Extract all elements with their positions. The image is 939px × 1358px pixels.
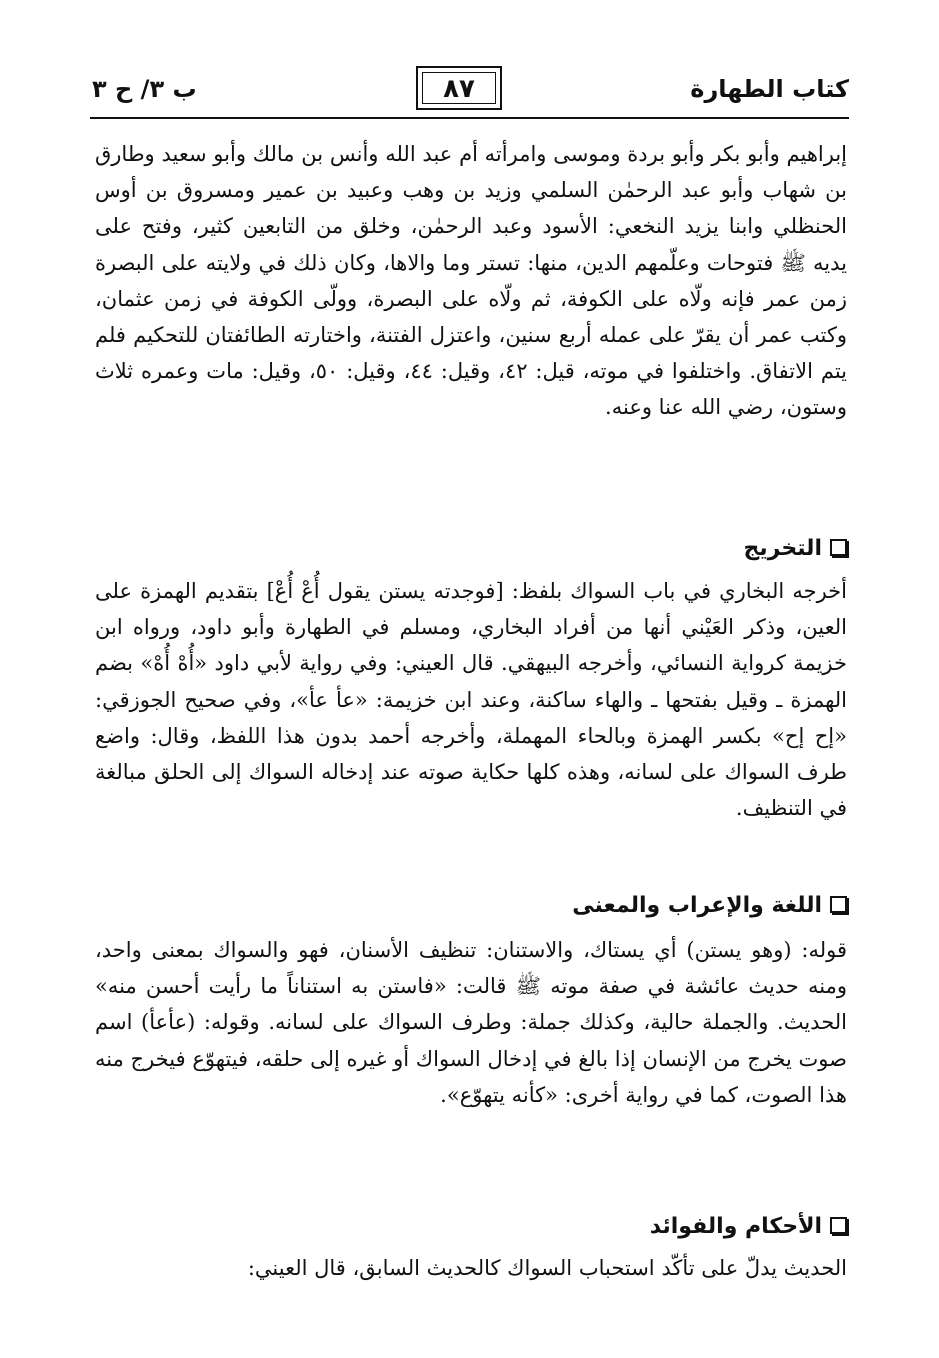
takhrij-paragraph: أخرجه البخاري في باب السواك بلفظ: [فوجدته يستن يقول أُعْ أُعْ] بتقديم الهمزة على العين، وذكر العَيْني أنها من أفراد البخاري، ومسلم في الطهارة وأبو داود، ورواه ابن خزيمة كرواية النسائي، وأخرجه البيهقي. قال العيني: وفي رواية لأبي داود «أُهْ أُهْ» بضم الهمزة ـ وقيل بفتحها ـ والهاء ساكنة، وعند ابن خزيمة: «عأ عأ»، وفي صحيح الجوزقي: «إح إح» بكسر الهمزة وبالحاء المهملة، وأخرجه أحمد بدون هذا اللفظ، وقال: واضع طرف السواك على لسانه، وهذه كلها حكاية صوته عند إدخاله السواك إلى الحلق مبالغة في التنظيف. bbox=[95, 579, 847, 821]
square-bullet-icon bbox=[830, 896, 847, 913]
heading-label: اللغة والإعراب والمعنى bbox=[572, 893, 822, 918]
heading-label: الأحكام والفوائد bbox=[649, 1214, 822, 1239]
intro-paragraph: إبراهيم وأبو بكر وأبو بردة وموسى وامرأته أم عبد الله وأنس بن مالك وأبو سعيد وطارق بن شهاب وأبو عبد الرحمٰن السلمي وزيد بن وهب وعبيد بن عمير ومسروق بن أوس الحنظلي وابنا يزيد النخعي: الأسود وعبد الرحمٰن، وخلق من التابعين كثير، وفتح على يديه ﷺ فتوحات وعلّمهم الدين، منها: تستر وما والاها، وكان ذلك في ولايته على البصرة زمن عمر فإنه ولّاه على الكوفة، ثم ولّاه على البصرة، وولّى الكوفة في زمن عثمان، وكتب عمر أن يقرّ على عمله أربع سنين، واعتزل الفتنة، واختارته الطائفتان للتحكيم فلم يتم الاتفاق. واختلفوا في موته، قيل: ٤٢، وقيل: ٤٤، وقيل: ٥٠، وقيل: مات وعمره ثلاث وستون، رضي الله عنا وعنه. bbox=[95, 142, 847, 420]
ahkam-paragraph: الحديث يدلّ على تأكّد استحباب السواك كالحديث السابق، قال العيني: bbox=[247, 1256, 847, 1280]
book-title: كتاب الطهارة bbox=[690, 75, 849, 103]
heading-label: التخريج bbox=[743, 536, 822, 561]
section-heading-ahkam bbox=[650, 1214, 847, 1239]
square-bullet-icon bbox=[830, 539, 847, 556]
lugha-paragraph: قوله: (وهو يستن) أي يستاك، والاستنان: تنظيف الأسنان، فهو والسواك بمعنى واحد، ومنه حديث عائشة في صفة موته ﷺ قالت: «فاستن به استناناً ما رأيت أحسن منه» الحديث. والجملة حالية، وكذلك جملة: وطرف السواك على لسانه. وقوله: (عأعأ) اسم صوت يخرج من الإنسان إذا بالغ في إدخال السواك أو غيره إلى حلقه، فيتهوّع فيخرج منه هذا الصوت، كما في رواية أخرى: «كأنه يتهوّع». bbox=[95, 938, 847, 1107]
page-number-frame bbox=[416, 66, 502, 110]
section-heading-lugha bbox=[572, 893, 847, 918]
header-divider bbox=[90, 117, 849, 119]
page-number: ٨٧ bbox=[443, 74, 475, 104]
square-bullet-icon bbox=[830, 1217, 847, 1234]
chapter-hadith-reference: ب ٣/ ح ٣ bbox=[92, 75, 197, 103]
section-heading-takhrij bbox=[744, 536, 847, 561]
